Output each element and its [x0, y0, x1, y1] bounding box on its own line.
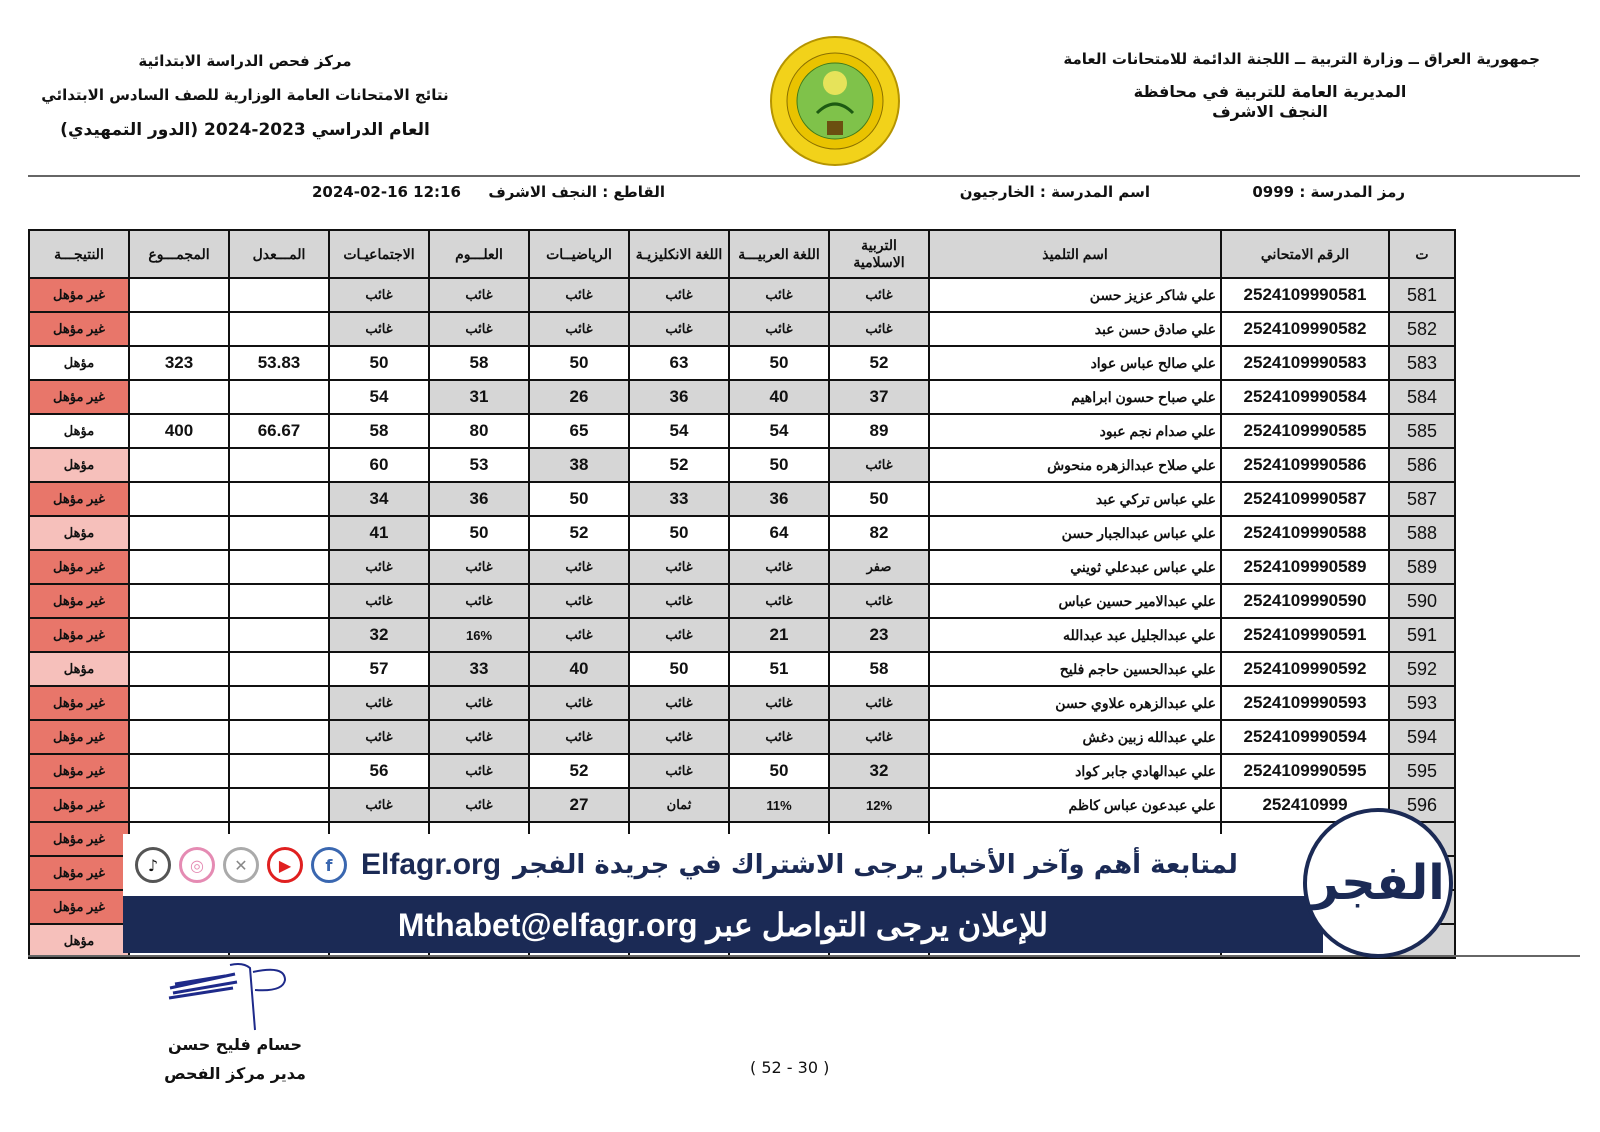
directorate-line: المديرية العامة للتربية في محافظة [1133, 82, 1407, 101]
column-header: اسم التلميذ [929, 230, 1221, 278]
exam-number-cell: 2524109990589 [1221, 550, 1389, 584]
score-cell: غائب [429, 720, 529, 754]
score-cell: 31 [429, 380, 529, 414]
result-cell: غير مؤهل [29, 618, 129, 652]
total-cell [129, 278, 229, 312]
result-cell: غير مؤهل [29, 550, 129, 584]
banner-follow-text: لمتابعة أهم وآخر الأخبار يرجى الاشتراك في جريدة الفجر [513, 850, 1238, 880]
result-cell: غير مؤهل [29, 584, 129, 618]
column-header: اللغة الانكليزيـة [629, 230, 729, 278]
column-header: الرقم الامتحاني [1221, 230, 1389, 278]
score-cell: غائب [629, 618, 729, 652]
score-cell: 50 [829, 482, 929, 516]
result-cell: غير مؤهل [29, 890, 129, 924]
score-cell: 64 [729, 516, 829, 550]
score-cell: 50 [729, 754, 829, 788]
student-name-cell: علي عباس عبدعلي ثويني [929, 550, 1221, 584]
tiktok-icon[interactable]: ♪ [135, 847, 171, 883]
average-cell [229, 754, 329, 788]
score-cell: غائب [429, 550, 529, 584]
score-cell: غائب [429, 312, 529, 346]
column-header: الرياضيــات [529, 230, 629, 278]
signature-image [165, 960, 300, 1035]
student-name-cell: علي صالح عباس عواد [929, 346, 1221, 380]
score-cell: 50 [329, 346, 429, 380]
column-header: ت [1389, 230, 1455, 278]
page-number: ( 52 - 30 ) [750, 1058, 830, 1077]
seq-cell: 586 [1389, 448, 1455, 482]
x-icon[interactable]: ✕ [223, 847, 259, 883]
academic-year: العام الدراسي 2023-2024 (الدور التمهيدي) [60, 120, 430, 140]
column-header: الاجتماعيـات [329, 230, 429, 278]
score-cell: 12% [829, 788, 929, 822]
average-cell: 53.83 [229, 346, 329, 380]
student-name-cell: علي عباس عبدالجبار حسن [929, 516, 1221, 550]
table-row [29, 278, 1455, 312]
result-cell: غير مؤهل [29, 754, 129, 788]
score-cell: 52 [629, 448, 729, 482]
total-cell [129, 652, 229, 686]
header-ministry [1060, 50, 1540, 122]
average-cell [229, 584, 329, 618]
average-cell [229, 652, 329, 686]
score-cell: ثمان [629, 788, 729, 822]
student-name-cell: علي عبدالجليل عبد عبدالله [929, 618, 1221, 652]
score-cell: 58 [329, 414, 429, 448]
exam-number-cell: 2524109990585 [1221, 414, 1389, 448]
school-name: اسم المدرسة : الخارجيون [959, 183, 1150, 201]
score-cell: غائب [529, 312, 629, 346]
score-cell: 50 [629, 516, 729, 550]
result-cell: غير مؤهل [29, 278, 129, 312]
average-cell [229, 482, 329, 516]
score-cell: 37 [829, 380, 929, 414]
social-icons [135, 847, 347, 883]
score-cell: غائب [629, 584, 729, 618]
score-cell: غائب [329, 720, 429, 754]
seq-cell: 596 [1389, 788, 1455, 822]
student-name-cell: علي صباح حسون ابراهيم [929, 380, 1221, 414]
result-cell: غير مؤهل [29, 788, 129, 822]
exam-number-cell: 2524109990588 [1221, 516, 1389, 550]
average-cell: 66.67 [229, 414, 329, 448]
score-cell: غائب [829, 686, 929, 720]
score-cell: غائب [429, 278, 529, 312]
score-cell: 34 [329, 482, 429, 516]
score-cell: 33 [629, 482, 729, 516]
total-cell [129, 720, 229, 754]
score-cell: 89 [829, 414, 929, 448]
score-cell: غائب [329, 788, 429, 822]
average-cell [229, 618, 329, 652]
exam-number-cell: 2524109990593 [1221, 686, 1389, 720]
score-cell: غائب [729, 278, 829, 312]
score-cell: غائب [629, 278, 729, 312]
table-row [29, 754, 1455, 788]
student-name-cell: علي صلاح عبدالزهره منحوش [929, 448, 1221, 482]
column-header: المجمـــوع [129, 230, 229, 278]
score-cell: 50 [729, 448, 829, 482]
score-cell: 36 [729, 482, 829, 516]
seq-cell: 590 [1389, 584, 1455, 618]
score-cell: 50 [529, 346, 629, 380]
score-cell: 65 [529, 414, 629, 448]
seq-cell: 585 [1389, 414, 1455, 448]
score-cell: غائب [629, 720, 729, 754]
score-cell: 36 [429, 482, 529, 516]
table-row [29, 720, 1455, 754]
table-row [29, 584, 1455, 618]
exam-number-cell: 2524109990587 [1221, 482, 1389, 516]
school-code: رمز المدرسة : 0999 [1252, 183, 1405, 201]
result-cell: غير مؤهل [29, 380, 129, 414]
score-cell: غائب [629, 754, 729, 788]
seq-cell: 589 [1389, 550, 1455, 584]
banner-site[interactable]: Elfagr.org [361, 848, 502, 881]
result-cell: غير مؤهل [29, 822, 129, 856]
exam-number-cell: 2524109990591 [1221, 618, 1389, 652]
result-cell: مؤهل [29, 516, 129, 550]
score-cell: غائب [829, 278, 929, 312]
elfagr-logo: الفجر [1303, 808, 1453, 958]
total-cell [129, 584, 229, 618]
exam-number-cell: 2524109990586 [1221, 448, 1389, 482]
result-cell: غير مؤهل [29, 482, 129, 516]
result-cell: غير مؤهل [29, 686, 129, 720]
score-cell: 54 [629, 414, 729, 448]
score-cell: غائب [729, 686, 829, 720]
score-cell: 21 [729, 618, 829, 652]
average-cell [229, 720, 329, 754]
average-cell [229, 448, 329, 482]
ministry-line: جمهورية العراق ــ وزارة التربية ــ اللجنة الدائمة للامتحانات العامة [1063, 50, 1540, 68]
header-exam-center [40, 52, 450, 156]
province-line: النجف الاشرف [1212, 102, 1328, 121]
banner-ad-text: للإعلان يرجى التواصل عبر Mthabet@elfagr.org [123, 896, 1323, 953]
score-cell: 58 [829, 652, 929, 686]
score-cell: 32 [829, 754, 929, 788]
score-cell: 27 [529, 788, 629, 822]
result-cell: مؤهل [29, 346, 129, 380]
score-cell: 50 [429, 516, 529, 550]
table-row [29, 788, 1455, 822]
table-row [29, 312, 1455, 346]
score-cell: 60 [329, 448, 429, 482]
score-cell: 63 [629, 346, 729, 380]
average-cell [229, 788, 329, 822]
total-cell [129, 550, 229, 584]
youtube-icon[interactable]: ▶ [267, 847, 303, 883]
student-name-cell: علي صدام نجم عبود [929, 414, 1221, 448]
exam-number-cell: 2524109990590 [1221, 584, 1389, 618]
seq-cell: 581 [1389, 278, 1455, 312]
table-row [29, 482, 1455, 516]
score-cell: غائب [829, 584, 929, 618]
table-header-row [29, 230, 1455, 278]
score-cell: 33 [429, 652, 529, 686]
seq-cell: 594 [1389, 720, 1455, 754]
result-cell: مؤهل [29, 414, 129, 448]
column-header: اللغة العربيـــة [729, 230, 829, 278]
score-cell: غائب [729, 720, 829, 754]
score-cell: 50 [529, 482, 629, 516]
score-cell: غائب [329, 686, 429, 720]
seq-cell: 591 [1389, 618, 1455, 652]
score-cell: 56 [329, 754, 429, 788]
exam-number-cell: 2524109990595 [1221, 754, 1389, 788]
score-cell: 32 [329, 618, 429, 652]
score-cell: 57 [329, 652, 429, 686]
score-cell: 80 [429, 414, 529, 448]
column-header: المـــعدل [229, 230, 329, 278]
score-cell: 58 [429, 346, 529, 380]
signer-block [150, 1035, 320, 1093]
average-cell [229, 278, 329, 312]
score-cell: 16% [429, 618, 529, 652]
table-row [29, 414, 1455, 448]
score-cell: 50 [629, 652, 729, 686]
exam-number-cell: 2524109990594 [1221, 720, 1389, 754]
table-row [29, 448, 1455, 482]
score-cell: 51 [729, 652, 829, 686]
score-cell: غائب [829, 720, 929, 754]
score-cell: غائب [429, 788, 529, 822]
score-cell: 41 [329, 516, 429, 550]
student-name-cell: علي عبدالزهره علاوي حسن [929, 686, 1221, 720]
total-cell: 400 [129, 414, 229, 448]
total-cell [129, 380, 229, 414]
result-cell: مؤهل [29, 448, 129, 482]
exam-number-cell: 2524109990584 [1221, 380, 1389, 414]
average-cell [229, 516, 329, 550]
seq-cell: 593 [1389, 686, 1455, 720]
score-cell: 40 [529, 652, 629, 686]
score-cell: 11% [729, 788, 829, 822]
results-title: نتائج الامتحانات العامة الوزارية للصف السادس الابتدائي [41, 86, 449, 104]
exam-number-cell: 2524109990582 [1221, 312, 1389, 346]
score-cell: غائب [729, 550, 829, 584]
facebook-icon[interactable]: f [311, 847, 347, 883]
score-cell: غائب [729, 312, 829, 346]
sector: القاطع : النجف الاشرف [488, 183, 665, 201]
score-cell: 53 [429, 448, 529, 482]
score-cell: غائب [829, 448, 929, 482]
total-cell [129, 448, 229, 482]
student-name-cell: علي صادق حسن عبد [929, 312, 1221, 346]
average-cell [229, 550, 329, 584]
score-cell: غائب [429, 686, 529, 720]
student-name-cell: علي عبدالله زبين دغش [929, 720, 1221, 754]
total-cell [129, 482, 229, 516]
seq-cell: 587 [1389, 482, 1455, 516]
score-cell: غائب [329, 550, 429, 584]
student-name-cell: علي عباس تركي عبد [929, 482, 1221, 516]
seq-cell: 582 [1389, 312, 1455, 346]
seq-cell: 584 [1389, 380, 1455, 414]
result-cell: غير مؤهل [29, 856, 129, 890]
score-cell: 52 [529, 754, 629, 788]
score-cell: غائب [529, 584, 629, 618]
table-row [29, 550, 1455, 584]
score-cell: 26 [529, 380, 629, 414]
student-name-cell: علي عبدالحسين حاجم فليح [929, 652, 1221, 686]
exam-number-cell: 2524109990583 [1221, 346, 1389, 380]
table-row [29, 516, 1455, 550]
score-cell: 52 [529, 516, 629, 550]
ministry-seal-logo [767, 35, 903, 167]
score-cell: غائب [429, 584, 529, 618]
exam-number-cell: 252410999 [1221, 788, 1389, 822]
score-cell: غائب [629, 686, 729, 720]
exam-number-cell: 2524109990592 [1221, 652, 1389, 686]
instagram-icon[interactable]: ◎ [179, 847, 215, 883]
table-row [29, 380, 1455, 414]
score-cell: غائب [629, 550, 729, 584]
score-cell: 40 [729, 380, 829, 414]
score-cell: صفر [829, 550, 929, 584]
result-cell: مؤهل [29, 652, 129, 686]
score-cell: غائب [329, 584, 429, 618]
score-cell: 54 [729, 414, 829, 448]
total-cell [129, 312, 229, 346]
seq-cell: 588 [1389, 516, 1455, 550]
result-cell: غير مؤهل [29, 720, 129, 754]
score-cell: غائب [529, 686, 629, 720]
score-cell: غائب [829, 312, 929, 346]
divider [28, 175, 1580, 177]
table-row [29, 686, 1455, 720]
total-cell [129, 788, 229, 822]
column-header: العلـــوم [429, 230, 529, 278]
student-name-cell: علي عبدالامير حسين عباس [929, 584, 1221, 618]
total-cell [129, 754, 229, 788]
score-cell: 82 [829, 516, 929, 550]
total-cell [129, 516, 229, 550]
signer-name: حسام فليح حسن [168, 1035, 302, 1054]
score-cell: 36 [629, 380, 729, 414]
score-cell: غائب [529, 720, 629, 754]
column-header: التربية الاسلامية [829, 230, 929, 278]
total-cell [129, 686, 229, 720]
seq-cell: 583 [1389, 346, 1455, 380]
table-row [29, 346, 1455, 380]
elfagr-watermark-banner [123, 828, 1453, 953]
score-cell: غائب [529, 618, 629, 652]
score-cell: غائب [329, 312, 429, 346]
student-name-cell: علي شاكر عزيز حسن [929, 278, 1221, 312]
seq-cell: 592 [1389, 652, 1455, 686]
score-cell: 54 [329, 380, 429, 414]
score-cell: غائب [729, 584, 829, 618]
print-datetime: 2024-02-16 12:16 [312, 183, 461, 201]
score-cell: غائب [529, 278, 629, 312]
divider [28, 955, 1580, 957]
student-name-cell: علي عبدعون عباس كاظم [929, 788, 1221, 822]
student-name-cell: علي عبدالهادي جابر كواد [929, 754, 1221, 788]
exam-center-title: مركز فحص الدراسة الابتدائية [138, 52, 352, 70]
column-header: النتيجـــة [29, 230, 129, 278]
seq-cell: 595 [1389, 754, 1455, 788]
total-cell: 323 [129, 346, 229, 380]
score-cell: غائب [329, 278, 429, 312]
result-cell: مؤهل [29, 924, 129, 958]
result-cell: غير مؤهل [29, 312, 129, 346]
score-cell: 38 [529, 448, 629, 482]
table-row [29, 618, 1455, 652]
average-cell [229, 686, 329, 720]
average-cell [229, 312, 329, 346]
table-row [29, 652, 1455, 686]
score-cell: 52 [829, 346, 929, 380]
score-cell: 50 [729, 346, 829, 380]
score-cell: غائب [429, 754, 529, 788]
signer-title: مدير مركز الفحص [164, 1064, 306, 1083]
score-cell: 23 [829, 618, 929, 652]
score-cell: غائب [629, 312, 729, 346]
average-cell [229, 380, 329, 414]
banner-follow-strip [123, 834, 1343, 896]
total-cell [129, 618, 229, 652]
score-cell: غائب [529, 550, 629, 584]
exam-number-cell: 2524109990581 [1221, 278, 1389, 312]
